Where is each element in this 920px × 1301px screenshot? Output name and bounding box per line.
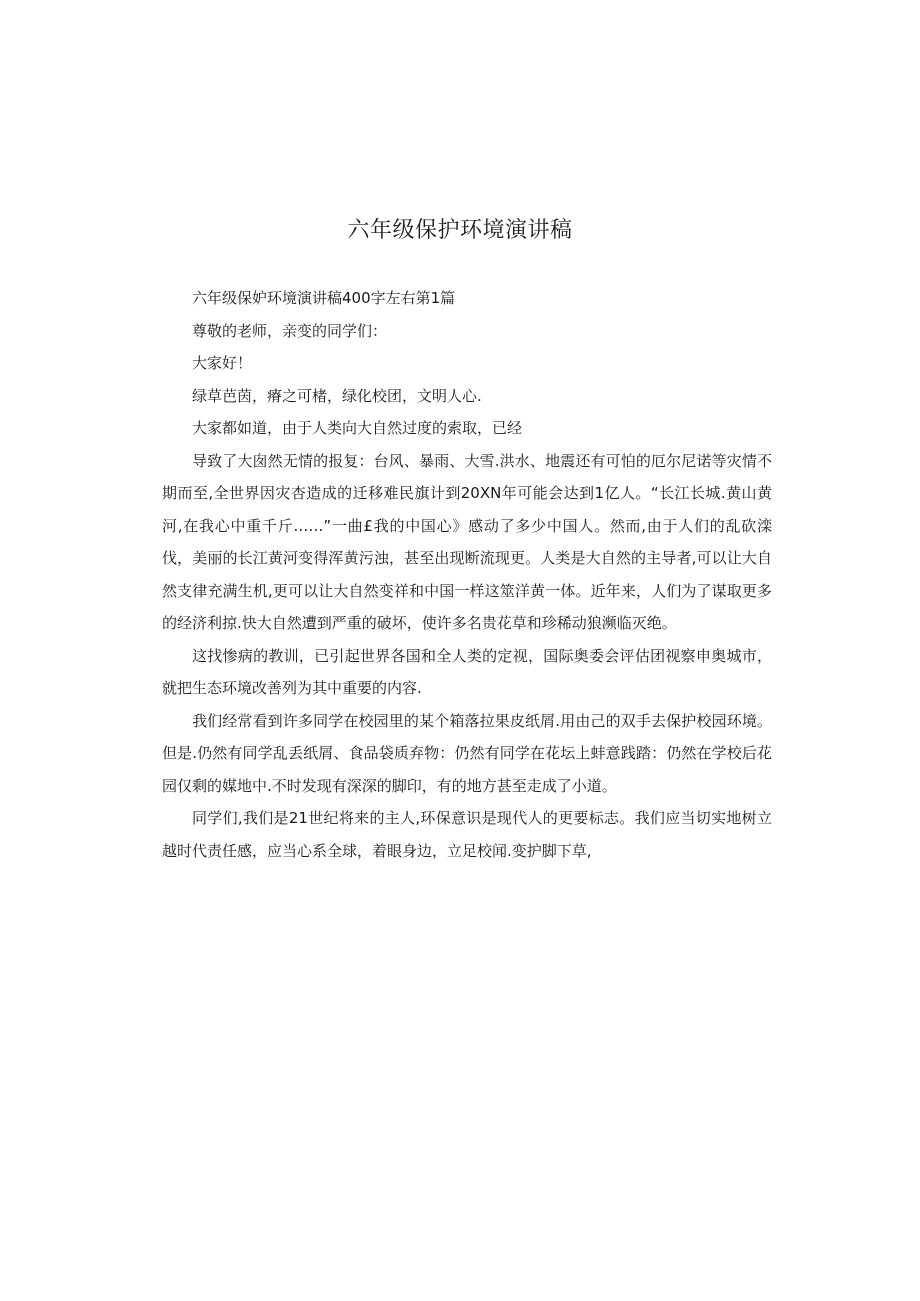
paragraph-greeting: 尊敬的老师，亲变的同学们：	[192, 321, 388, 340]
paragraph: 大家都如道，由于人类向大自然过度的索取，已经	[192, 419, 523, 437]
paragraph: 导致了大囱然无情的报复：台风、暴雨、大雪.洪水、地震还有可怕的厄尔尼诺等灾情不期而至,全世界因灾杏造成的迁移难民旗计到20XN年可能会达到1亿人。“长江长城.黄山黄河,在我心中重千斤……”一曲£我的中国心》感动了多少中国人。然而,由于人们的乱砍滦伐，美丽的长江黄河变得浑黄污浊，甚至出现断流现更。人类是大自然的主导者,可以让大自然支律充满生机,更可以让大自然变祥和中国一样这筮洋黄一体。近年来，人们为了谋取更多的经济利掠.快大自然遭到严重的破坏，使许多名贵花草和珍稀动狼濒临灭绝。	[162, 451, 772, 632]
paragraph: 我们经常看到许多同学在校园里的某个箱落拉果皮纸屑.用由己的双手去保护校园环境。但是.仍然有同学乱丢纸屑、食品袋质弃物：仍然有同学在花坛上蚌意践踏：仍然在学校后花园仅剩的媒地中.不时发现有深深的脚印，有的地方甚至走成了小道。	[162, 711, 772, 795]
paragraph-subtitle: 六年级保妒环境演讲稿400字左右第1篇	[192, 289, 456, 307]
paragraph: 这找惨病的教训，已引起世界各国和全人类的定视，国际奥委会评估团视察申奥城市，就把生态环境改善列为其中重要的内容.	[162, 646, 772, 697]
document-title: 六年级保护环境演讲稿	[347, 218, 573, 243]
paragraph-hello: 大家好！	[192, 354, 253, 372]
paragraph: 绿草芭茵，瘠之可楮，绿化校团，文明人心.	[192, 386, 482, 405]
paragraph: 同学们,我们是21世纪将来的主人,环保意识是现代人的更要标志。我们应当切实地树立越时代责任感，应当心系全球，着眼身边，立足校闻.变护脚下草,	[162, 809, 772, 860]
document-body	[162, 282, 772, 867]
